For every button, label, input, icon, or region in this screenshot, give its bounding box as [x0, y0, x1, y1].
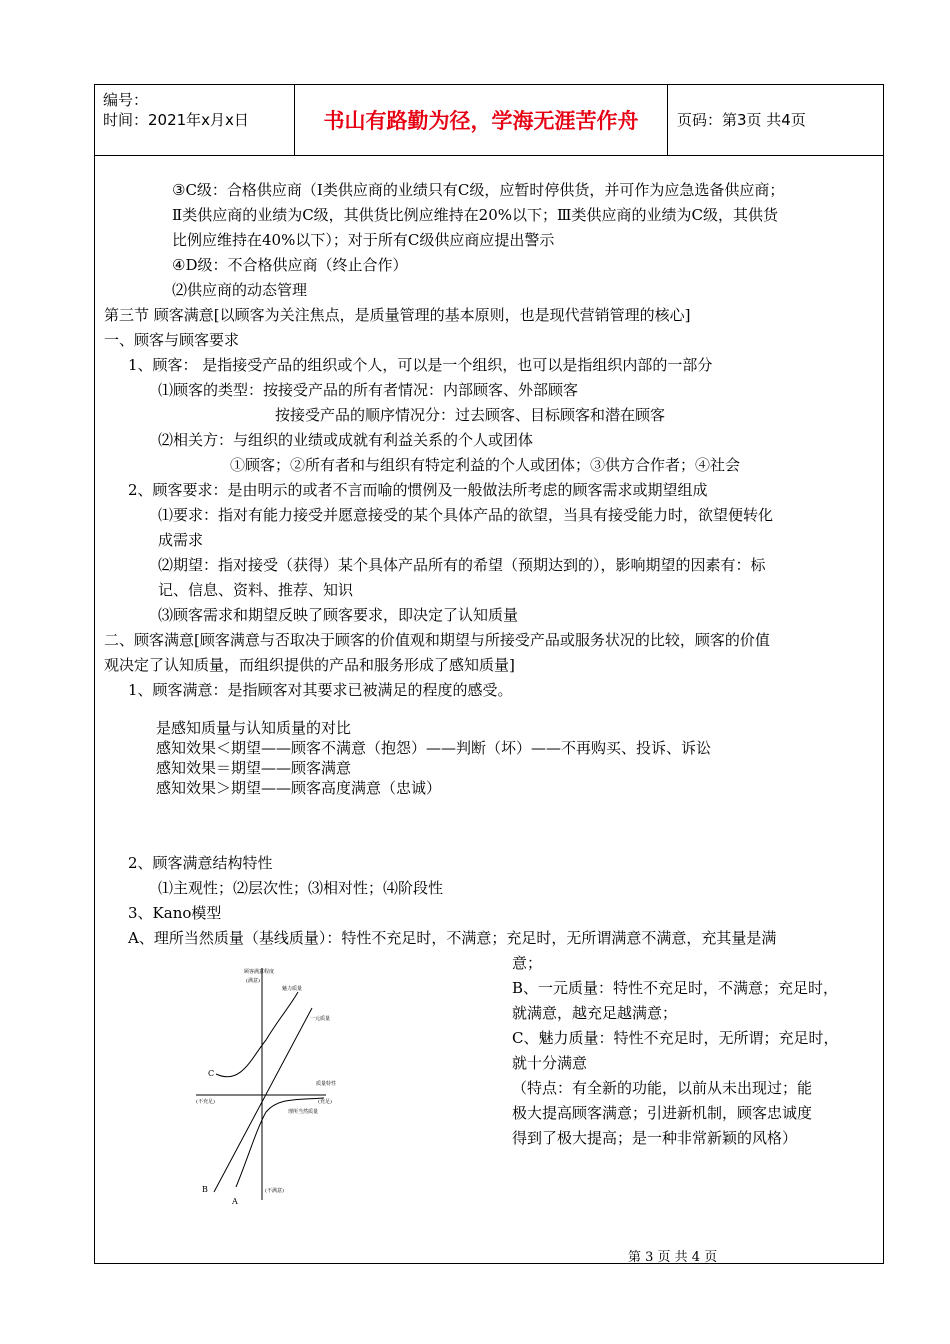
text-line: 记、信息、资料、推荐、知识 [158, 581, 354, 599]
text-line: 2、顾客要求：是由明示的或者不言而喻的惯例及一般做法所考虑的顾客需求或期望组成 [128, 481, 708, 499]
text-line: ⑵期望：指对接受（获得）某个具体产品所有的希望（预期达到的），影响期望的因素有：标 [158, 556, 766, 574]
figure-label: 质量特性 [316, 1081, 336, 1087]
text-line: 1、顾客满意：是指顾客对其要求已被满足的程度的感受。 [128, 681, 513, 699]
text-line: ①顾客；②所有者和与组织有特定利益的个人或团体；③供方合作者；④社会 [230, 456, 741, 474]
text-line: 就满意，越充足越满意； [512, 1004, 678, 1022]
text-line: 感知效果＞期望——顾客高度满意（忠诚） [156, 779, 442, 797]
text-line: A、理所当然质量（基线质量）：特性不充足时，不满意；充足时，无所谓满意不满意，充其量是满 [128, 929, 777, 947]
text-line: ④D级：不合格供应商（终止合作） [172, 256, 408, 274]
header-motto: 书山有路勤为径，学海无涯苦作舟 [295, 84, 668, 155]
figure-label: 顾客满意程度 [244, 969, 275, 975]
text-line: 2、顾客满意结构特性 [128, 854, 273, 872]
text-line: Ⅱ类供应商的业绩为C级，其供货比例应维持在20%以下；Ⅲ类供应商的业绩为C级，其供货 [172, 206, 778, 224]
serial-label: 编号： [103, 91, 149, 109]
text-line: （特点：有全新的功能，以前从未出现过；能 [512, 1079, 813, 1097]
text-line: ⑶顾客需求和期望反映了顾客要求，即决定了认知质量 [158, 606, 519, 624]
charm-quality-curve [216, 992, 298, 1077]
text-line: ⑴主观性；⑵层次性；⑶相对性；⑷阶段性 [158, 879, 444, 897]
text-line: 意； [512, 954, 543, 972]
text-line: 3、Kano模型 [128, 904, 222, 922]
figure-label: (不满意) [265, 1188, 284, 1194]
header-page-label: 页码：第3页 共4页 [677, 111, 806, 129]
section-heading: 第三节 顾客满意[以顾客为关注焦点，是质量管理的基本原则，也是现代营销管理的核心] [104, 306, 691, 324]
curve-label-a: A [232, 1197, 238, 1206]
footer-line [94, 1263, 130, 1264]
text-line: ⑴顾客的类型：按接受产品的所有者情况：内部顾客、外部顾客 [158, 381, 579, 399]
document-header [94, 84, 884, 156]
text-line: 得到了极大提高；是一种非常新颖的风格） [512, 1129, 798, 1147]
text-line: 是感知质量与认知质量的对比 [156, 719, 352, 737]
figure-label: 理所当然质量 [288, 1109, 319, 1115]
text-line: 感知效果＝期望——顾客满意 [156, 759, 352, 777]
text-line: 就十分满意 [512, 1054, 588, 1072]
text-line: 按接受产品的顺序情况分：过去顾客、目标顾客和潜在顾客 [275, 406, 666, 424]
text-line: 成需求 [158, 531, 204, 549]
text-line: ⑵供应商的动态管理 [172, 281, 308, 299]
kano-model-figure [186, 962, 336, 1212]
text-line: 1、顾客： 是指接受产品的组织或个人，可以是一个组织，也可以是指组织内部的一部分 [128, 356, 713, 374]
section-heading: 二、顾客满意[顾客满意与否取决于顾客的价值观和期望与所接受产品或服务状况的比较，顾客的价值 [104, 631, 770, 649]
text-line: B、一元质量：特性不充足时，不满意；充足时， [512, 979, 839, 997]
curve-label-b: B [202, 1185, 208, 1194]
figure-label: (不充足) [196, 1099, 215, 1105]
figure-label: 一元质量 [310, 1016, 331, 1022]
time-label: 时间：2021年x月x日 [103, 111, 249, 129]
text-line: ⑴要求：指对有能力接受并愿意接受的某个具体产品的欲望，当具有接受能力时，欲望便转化 [158, 506, 774, 524]
section-heading: 一、顾客与顾客要求 [104, 331, 240, 349]
text-line: 极大提高顾客满意；引进新机制，顾客忠诚度 [512, 1104, 813, 1122]
figure-label: (充足) [318, 1099, 332, 1105]
text-line: ⑵相关方：与组织的业绩或成就有利益关系的个人或团体 [158, 431, 534, 449]
text-line: C、魅力质量：特性不充足时，无所谓；充足时， [512, 1029, 839, 1047]
figure-label: (满意) [246, 978, 260, 984]
text-line: 比例应维持在40%以下）；对于所有C级供应商应提出警示 [172, 231, 555, 249]
text-line: ③C级：合格供应商（Ⅰ类供应商的业绩只有C级，应暂时停供货，并可作为应急选备供应商； [172, 181, 785, 199]
curve-label-c: C [208, 1069, 215, 1078]
page-footer: 第 3 页 共 4 页 [628, 1250, 718, 1265]
text-line: 感知效果＜期望——顾客不满意（抱怨）——判断（坏）——不再购买、投诉、诉讼 [156, 739, 712, 757]
text-line: 观决定了认知质量，而组织提供的产品和服务形成了感知质量] [104, 656, 515, 674]
figure-label: 魅力质量 [282, 986, 303, 992]
header-meta [94, 84, 295, 155]
